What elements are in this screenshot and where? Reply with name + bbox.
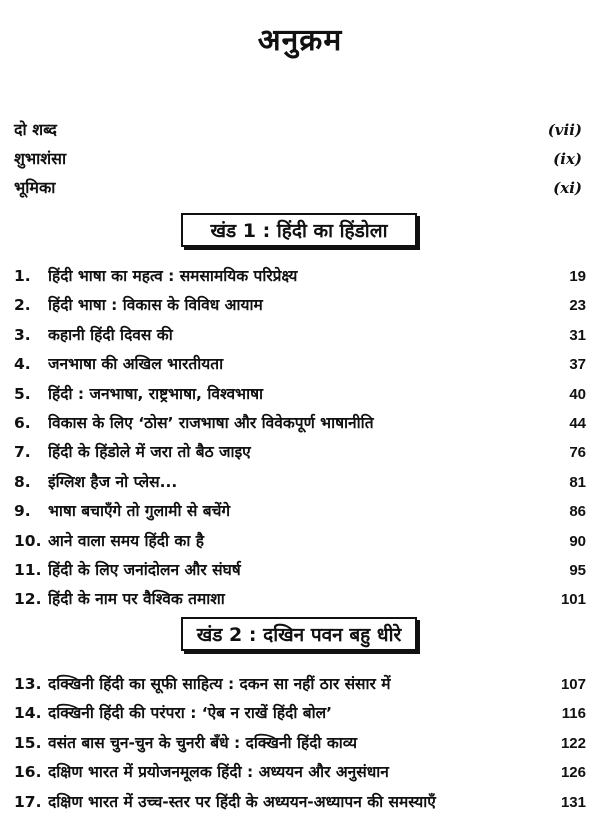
entry-title: दक्खिनी हिंदी की परंपरा : ‘ऐब न राखें हिंदी बोल’ — [48, 704, 333, 723]
entry-number: 17. — [14, 792, 42, 811]
entry-title: हिंदी भाषा का महत्व : समसामयिक परिप्रेक्ष्य — [48, 267, 298, 285]
entry-number: 15. — [14, 733, 42, 752]
entry-number: 9. — [14, 502, 31, 521]
section-2-entries — [14, 672, 586, 819]
contents-entry — [14, 323, 586, 352]
entry-number: 16. — [14, 763, 42, 782]
contents-entry — [14, 558, 586, 587]
entry-number: 5. — [14, 384, 31, 403]
contents-entry — [14, 701, 586, 730]
front-matter-page: (ix) — [553, 150, 582, 168]
contents-entry — [14, 440, 586, 469]
contents-entry — [14, 411, 586, 440]
entry-page-number: 31 — [569, 326, 586, 344]
entry-page-number: 23 — [569, 297, 586, 315]
entry-title: हिंदी : जनभाषा, राष्ट्रभाषा, विश्वभाषा — [48, 384, 264, 403]
contents-entry — [14, 499, 586, 528]
entry-title: इंग्लिश हैज नो प्लेस... — [48, 472, 178, 491]
entry-number: 14. — [14, 704, 42, 723]
entry-title: आने वाला समय हिंदी का है — [48, 531, 204, 550]
entry-page-number: 81 — [569, 473, 586, 491]
contents-entry — [14, 264, 586, 293]
contents-entry — [14, 352, 586, 381]
entry-number: 4. — [14, 355, 31, 374]
entry-number: 6. — [14, 413, 31, 432]
entry-title: वसंत बास चुन-चुन के चुनरी बँधे : दक्खिनी हिंदी काव्य — [48, 733, 358, 752]
contents-entry — [14, 293, 586, 322]
front-matter-list — [14, 118, 582, 205]
front-matter-label: भूमिका — [14, 178, 56, 197]
front-matter-page: (xi) — [553, 179, 582, 197]
front-matter-label: शुभाशंसा — [14, 149, 67, 168]
front-matter-item — [14, 147, 582, 176]
contents-entry — [14, 587, 586, 616]
entry-page-number: 19 — [569, 268, 586, 285]
entry-number: 3. — [14, 325, 31, 344]
contents-entry — [14, 382, 586, 411]
section-heading-1: खंड 1 : हिंदी का हिंडोला — [181, 213, 417, 247]
entry-page-number: 44 — [569, 414, 586, 432]
entry-number: 2. — [14, 296, 31, 315]
entry-page-number: 86 — [569, 503, 586, 521]
entry-number: 10. — [14, 531, 42, 550]
entry-title: हिंदी के लिए जनांदोलन और संघर्ष — [48, 560, 241, 579]
entry-title: हिंदी के नाम पर वैश्विक तमाशा — [48, 590, 225, 609]
entry-page-number: 116 — [561, 705, 586, 723]
entry-number: 7. — [14, 443, 31, 462]
entry-number: 12. — [14, 590, 42, 609]
front-matter-item — [14, 176, 582, 205]
entry-page-number: 131 — [560, 793, 586, 811]
front-matter-page: (vii) — [547, 121, 582, 139]
entry-title: दक्खिनी हिंदी का सूफी साहित्य : दकन सा नहीं ठार संसार में — [48, 675, 391, 693]
entry-number: 1. — [14, 267, 31, 285]
section-1-entries — [14, 264, 586, 617]
entry-page-number: 40 — [569, 385, 586, 403]
entry-page-number: 95 — [569, 561, 586, 579]
entry-title: कहानी हिंदी दिवस की — [48, 325, 173, 344]
contents-entry — [14, 790, 586, 819]
entry-page-number: 76 — [569, 444, 586, 462]
entry-page-number: 101 — [560, 591, 586, 609]
contents-entry — [14, 529, 586, 558]
contents-entry — [14, 760, 586, 789]
entry-page-number: 90 — [569, 532, 586, 550]
entry-title: विकास के लिए ‘ठोस’ राजभाषा और विवेकपूर्ण भाषानीति — [48, 413, 374, 432]
entry-page-number: 107 — [560, 676, 586, 693]
entry-title: दक्षिण भारत में प्रयोजनमूलक हिंदी : अध्ययन और अनुसंधान — [48, 763, 389, 782]
section-heading-2: खंड 2 : दखिन पवन बहु धीरे — [181, 617, 417, 651]
entry-number: 13. — [14, 675, 42, 693]
contents-entry — [14, 672, 586, 701]
entry-title: जनभाषा की अखिल भारतीयता — [48, 355, 224, 374]
entry-title: हिंदी के हिंडोले में जरा तो बैठ जाइए — [48, 443, 251, 462]
entry-page-number: 37 — [569, 356, 586, 374]
entry-page-number: 126 — [560, 764, 586, 782]
entry-page-number: 122 — [560, 734, 586, 752]
front-matter-item — [14, 118, 582, 147]
entry-title: भाषा बचाएँगे तो गुलामी से बचेंगे — [48, 502, 231, 521]
entry-number: 8. — [14, 472, 31, 491]
entry-number: 11. — [14, 560, 42, 579]
contents-entry — [14, 731, 586, 760]
entry-title: हिंदी भाषा : विकास के विविध आयाम — [48, 296, 263, 315]
front-matter-label: दो शब्द — [14, 120, 57, 139]
contents-entry — [14, 470, 586, 499]
entry-title: दक्षिण भारत में उच्च-स्तर पर हिंदी के अध्ययन-अध्यापन की समस्याएँ — [48, 792, 436, 811]
page-title: अनुक्रम — [257, 23, 343, 58]
